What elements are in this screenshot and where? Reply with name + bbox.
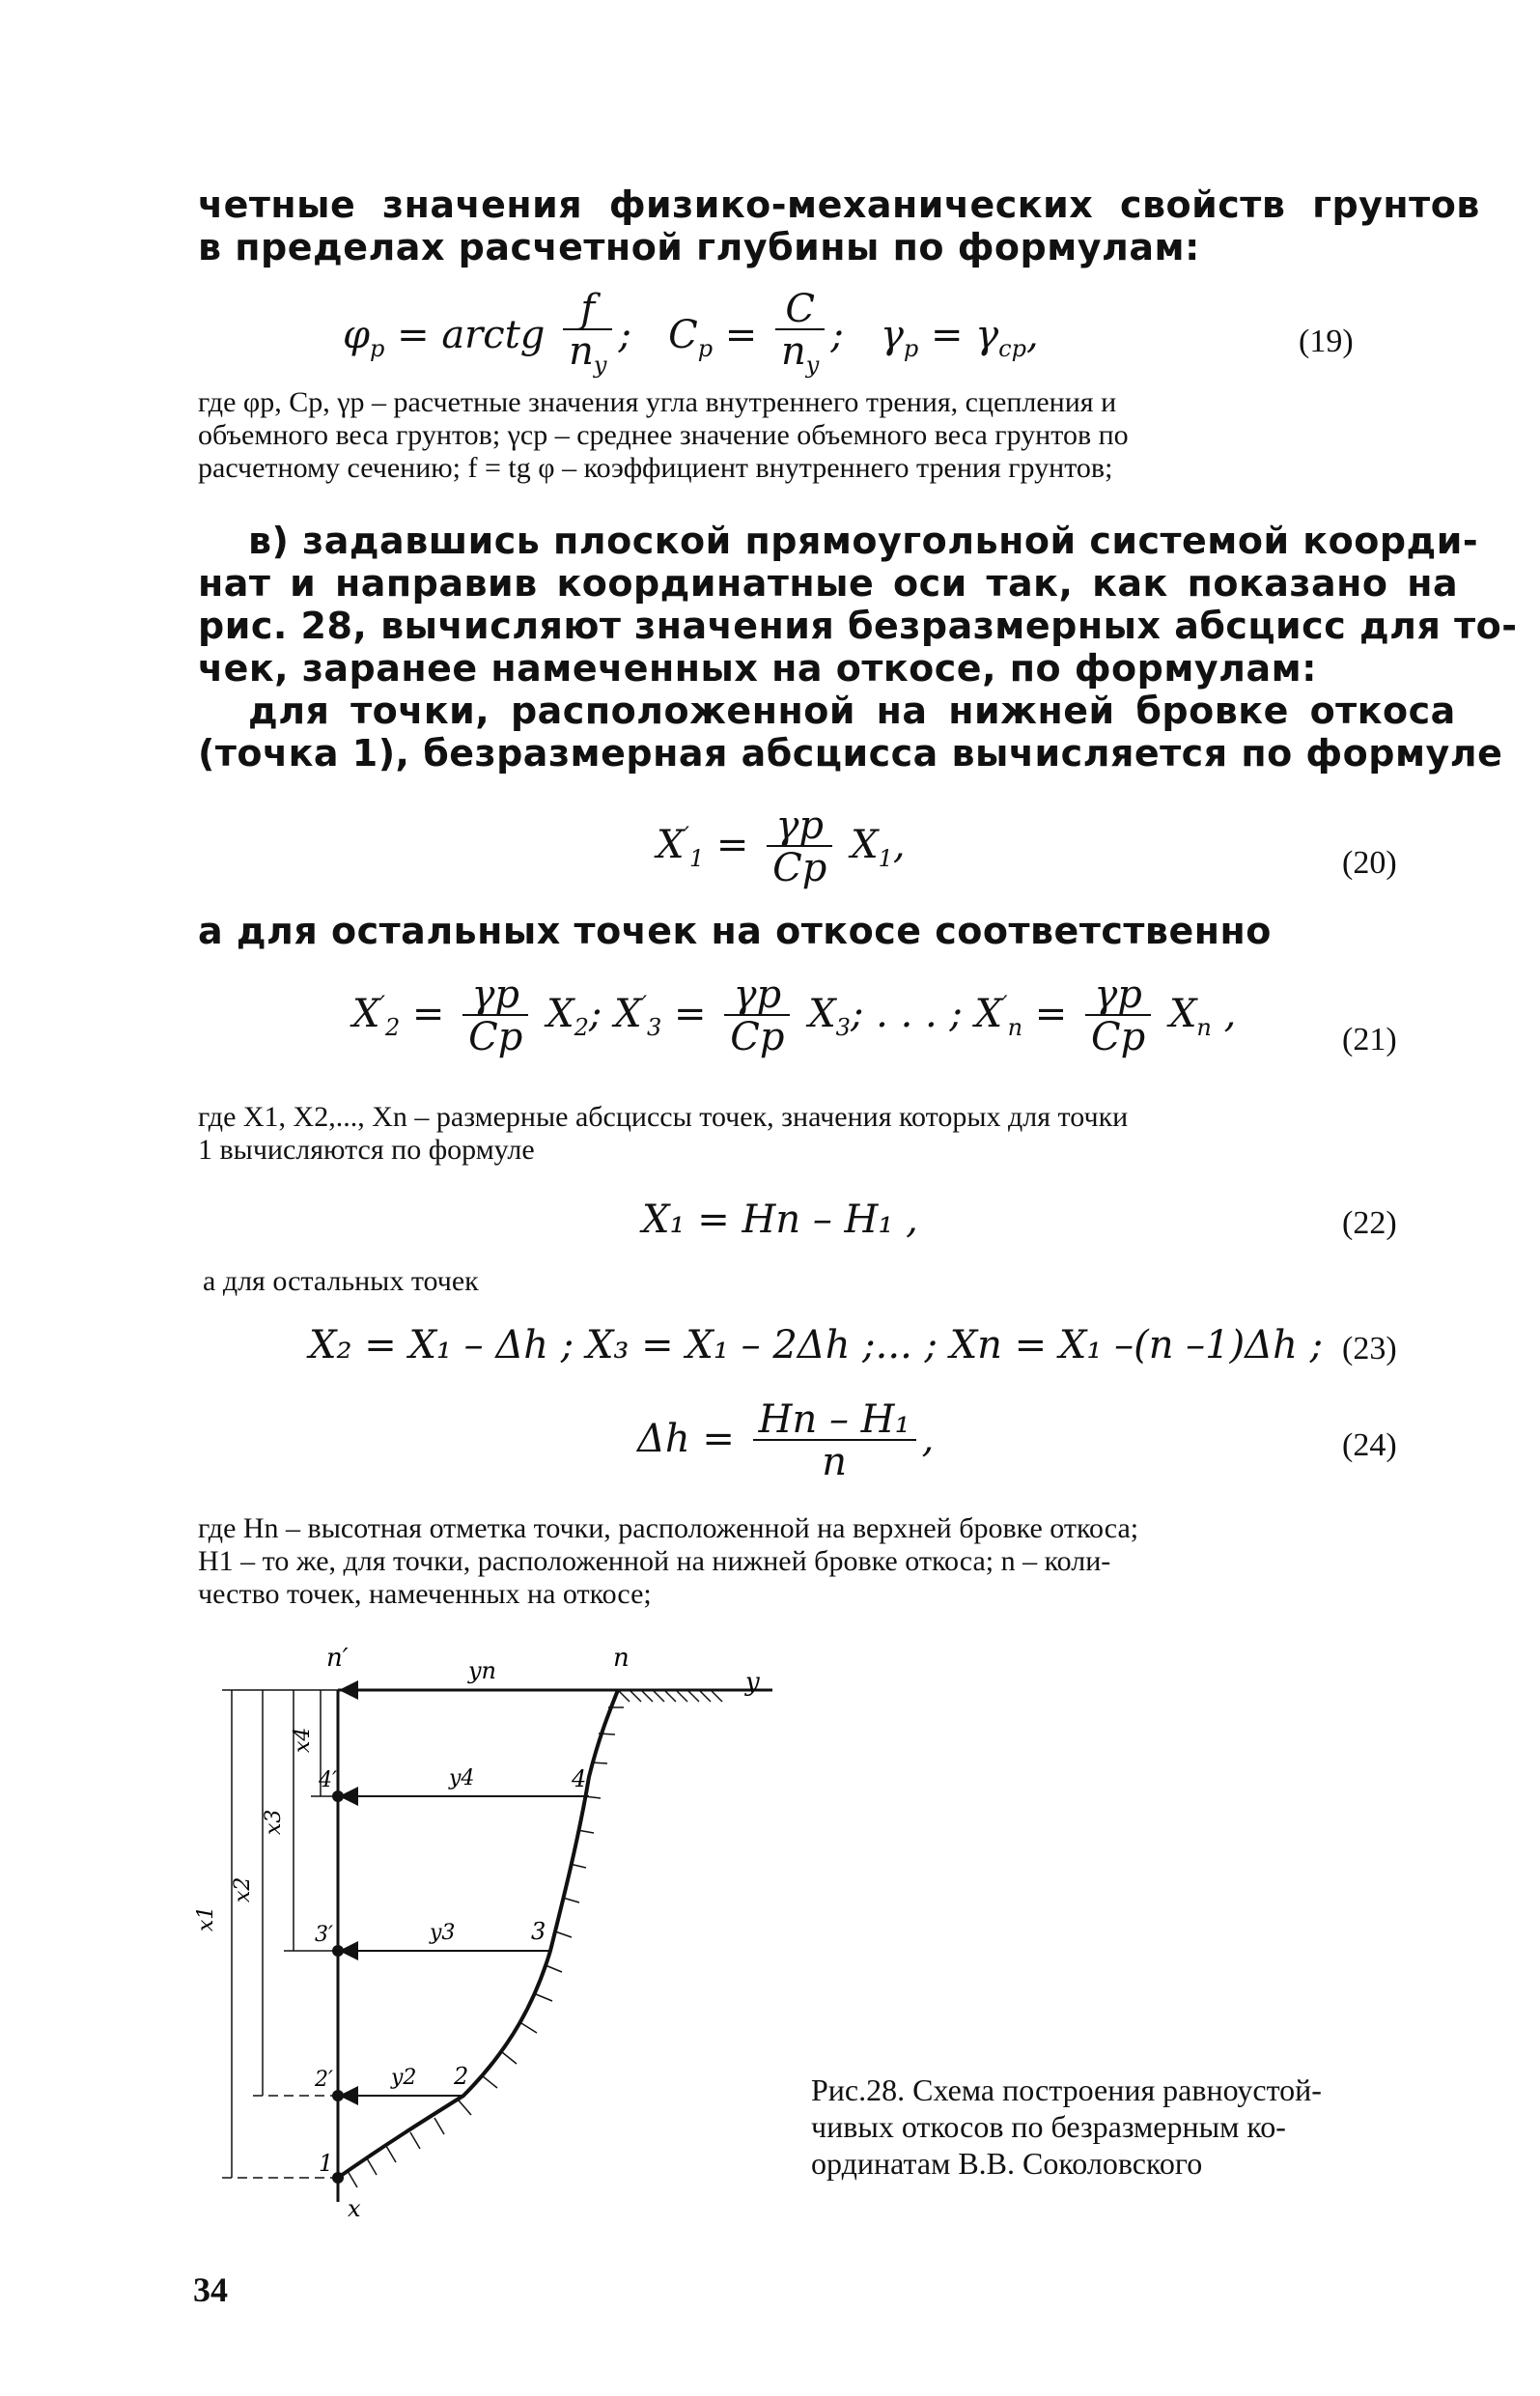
fraction	[724, 972, 790, 1059]
label-n: n	[613, 1644, 630, 1673]
subscript: 1	[878, 845, 893, 872]
semicolon: ;	[830, 313, 844, 357]
text-line: для точки, расположенной на нижней бровке откоса	[248, 690, 1456, 732]
slope-curve	[338, 1690, 618, 2178]
label-yn: yn	[468, 1657, 497, 1684]
slope-diagram	[193, 1642, 792, 2221]
definition-paragraph	[198, 1101, 1128, 1167]
subscript: 3	[835, 1014, 851, 1041]
label-x2: x2	[231, 1876, 255, 1903]
figure-caption	[811, 2072, 1322, 2182]
text-line: чество точек, намеченных на откосе;	[198, 1578, 652, 1610]
subscript: ср	[998, 335, 1026, 362]
equation-number: (23)	[1342, 1331, 1397, 1367]
equation-number: (20)	[1342, 845, 1397, 881]
prime: ′	[379, 991, 385, 1019]
n-symbol: n	[569, 329, 594, 374]
denominator: Ср	[730, 1015, 785, 1059]
text-line: Рис.28. Схема построения равноустой-	[811, 2072, 1322, 2107]
label-3-prime: 3′	[315, 1923, 333, 1947]
comma: ,	[892, 823, 906, 867]
equation-number: (21)	[1342, 1022, 1397, 1057]
text-line: 1 вычисляются по формуле	[198, 1134, 535, 1166]
label-4: 4	[572, 1765, 587, 1792]
prime: ′	[1002, 991, 1008, 1019]
text-line: где X1, X2,..., Xn – размерные абсциссы точек, значения которых для точки	[198, 1101, 1129, 1133]
fraction	[1085, 972, 1151, 1059]
subscript: 2	[384, 1014, 401, 1041]
ground-hatching	[618, 1690, 722, 1702]
x-symbol: X	[546, 992, 574, 1036]
paragraph-v	[198, 520, 1518, 775]
text-line: а для остальных точек	[203, 1265, 479, 1297]
text-line: четные значения физико-механических свойств грунтов	[198, 183, 1480, 226]
text-line: где Hn – высотная отметка точки, расположенной на верхней бровке откоса;	[198, 1512, 1139, 1544]
label-3: 3	[531, 1918, 546, 1945]
denominator	[775, 330, 825, 386]
c-symbol: C	[668, 313, 698, 357]
subscript: n	[1007, 1014, 1023, 1041]
denominator	[563, 330, 612, 386]
fraction	[563, 287, 612, 386]
equation-20: $X'_1$ = $\frac{\gamma р}{Ср}$ $X_1$,	[657, 803, 906, 890]
label-x4: x4	[291, 1727, 315, 1753]
label-2: 2	[454, 2063, 469, 2090]
equation-24	[637, 1397, 935, 1484]
phi-symbol: φ	[343, 313, 371, 357]
label-y3: y3	[430, 1921, 456, 1945]
label-y4: y4	[449, 1766, 475, 1790]
label-2-prime: 2′	[315, 2068, 333, 2092]
x-symbol: X	[352, 992, 380, 1036]
x-symbol: X	[808, 992, 836, 1036]
subscript: р	[697, 335, 714, 362]
numerator: γр	[724, 975, 790, 1016]
text-line: где φр, Ср, γр – расчетные значения угла внутреннего трения, сцепления и	[198, 386, 1117, 418]
numerator: γр	[462, 975, 528, 1016]
label-x-axis: x	[348, 2195, 361, 2221]
x-symbol: X	[614, 992, 642, 1036]
subscript: 2	[574, 1014, 589, 1041]
subscript: р	[370, 335, 385, 362]
equation-number: (19)	[1299, 324, 1354, 359]
intro-paragraph	[198, 183, 1480, 268]
x-symbol: X	[974, 992, 1003, 1036]
definition-paragraph	[198, 1512, 1138, 1611]
numerator: γр	[1085, 975, 1151, 1016]
equation-number: (22)	[1342, 1205, 1397, 1241]
subscript: р	[903, 335, 919, 362]
numerator: f	[563, 290, 612, 330]
delta-h-label: Δh =	[637, 1417, 735, 1461]
label-n-prime: n′	[326, 1644, 349, 1673]
subscript: 3	[647, 1014, 662, 1041]
equation-19: $\varphi_р$ = arctg $\frac{f}{n_y}$ ; $C_р$ = $\frac{C}{n_y}$ ; $\gamma_р = \gamma_{ср}$,	[343, 290, 1039, 386]
text-line: чек, заранее намеченных на откосе, по формулам:	[198, 647, 1317, 690]
arctg-text: = arctg	[384, 313, 546, 357]
numerator: γр	[767, 806, 832, 847]
text-line: чивых откосов по безразмерным ко-	[811, 2109, 1286, 2144]
semicolon: ;	[618, 313, 631, 357]
denominator: Ср	[1091, 1015, 1146, 1059]
denominator: Ср	[468, 1015, 523, 1059]
text-line: расчетному сечению; f = tg φ – коэффициент внутреннего трения грунтов;	[198, 452, 1113, 484]
text-line: объемного веса грунтов; γср – среднее значение объемного веса грунтов по	[198, 419, 1129, 451]
subscript: 1	[688, 845, 705, 872]
text-line: H1 – то же, для точки, расположенной на нижней бровке откоса; n – коли-	[198, 1545, 1111, 1577]
text-line: в пределах расчетной глубины по формулам:	[198, 226, 1200, 268]
x-symbol: X	[1168, 992, 1197, 1036]
label-x1: x1	[194, 1905, 218, 1931]
text-line: а для остальных точек на откосе соответственно	[198, 910, 1272, 952]
text-line: в) задавшись плоской прямоугольной системой коорди-	[248, 520, 1479, 562]
subscript: y	[593, 352, 607, 379]
fraction	[775, 287, 825, 386]
numerator: C	[775, 290, 825, 330]
equation-number: (24)	[1342, 1427, 1397, 1463]
label-y2: y2	[391, 2066, 417, 2090]
text-line: нат и направив координатные оси так, как показано на	[198, 562, 1459, 605]
n-symbol: n	[781, 329, 806, 374]
x-symbol: X	[657, 823, 685, 867]
prime: ′	[641, 991, 648, 1019]
equation-22: X₁ = Hn – H₁ ,	[642, 1198, 918, 1242]
page-number: 34	[193, 2270, 228, 2309]
label-y-axis: y	[745, 1668, 760, 1697]
denominator: Ср	[772, 846, 827, 890]
definition-paragraph	[198, 386, 1129, 485]
fraction	[753, 1397, 916, 1484]
subscript: n	[1196, 1014, 1212, 1041]
subscript: y	[805, 352, 820, 379]
label-4-prime: 4′	[319, 1768, 337, 1792]
numerator: Hn – H₁	[753, 1400, 916, 1441]
fraction	[462, 972, 528, 1059]
prime: ′	[684, 822, 689, 850]
x-symbol: X	[851, 823, 879, 867]
text-line: ординатам В.В. Соколовского	[811, 2146, 1203, 2181]
text-line: (точка 1), безразмерная абсцисса вычисляется по формуле	[198, 732, 1503, 775]
dots: ; . . . ;	[850, 992, 963, 1036]
label-x3: x3	[262, 1809, 286, 1835]
gamma-symbol: γ	[880, 313, 904, 357]
label-1: 1	[319, 2150, 334, 2177]
denominator: n	[822, 1440, 847, 1484]
equation-21: $X'_2$ = $\frac{\gamma р}{Ср}$ $X_2$; $X'_3$ = $\frac{\gamma р}{Ср}$ $X_3$; . . . ; $X'_n$ = $\frac{\gamma р}{Ср}$ $X_n$ ,	[352, 972, 1237, 1059]
fraction	[767, 803, 832, 890]
text-line: рис. 28, вычисляют значения безразмерных абсцисс для то-	[198, 605, 1518, 647]
equation-23: X₂ = X₁ – Δh ; X₃ = X₁ – 2Δh ;... ; Xn = X₁ –(n –1)Δh ;	[309, 1323, 1324, 1367]
gamma-symbol: γ	[975, 313, 999, 357]
comma: ,	[921, 1417, 935, 1461]
